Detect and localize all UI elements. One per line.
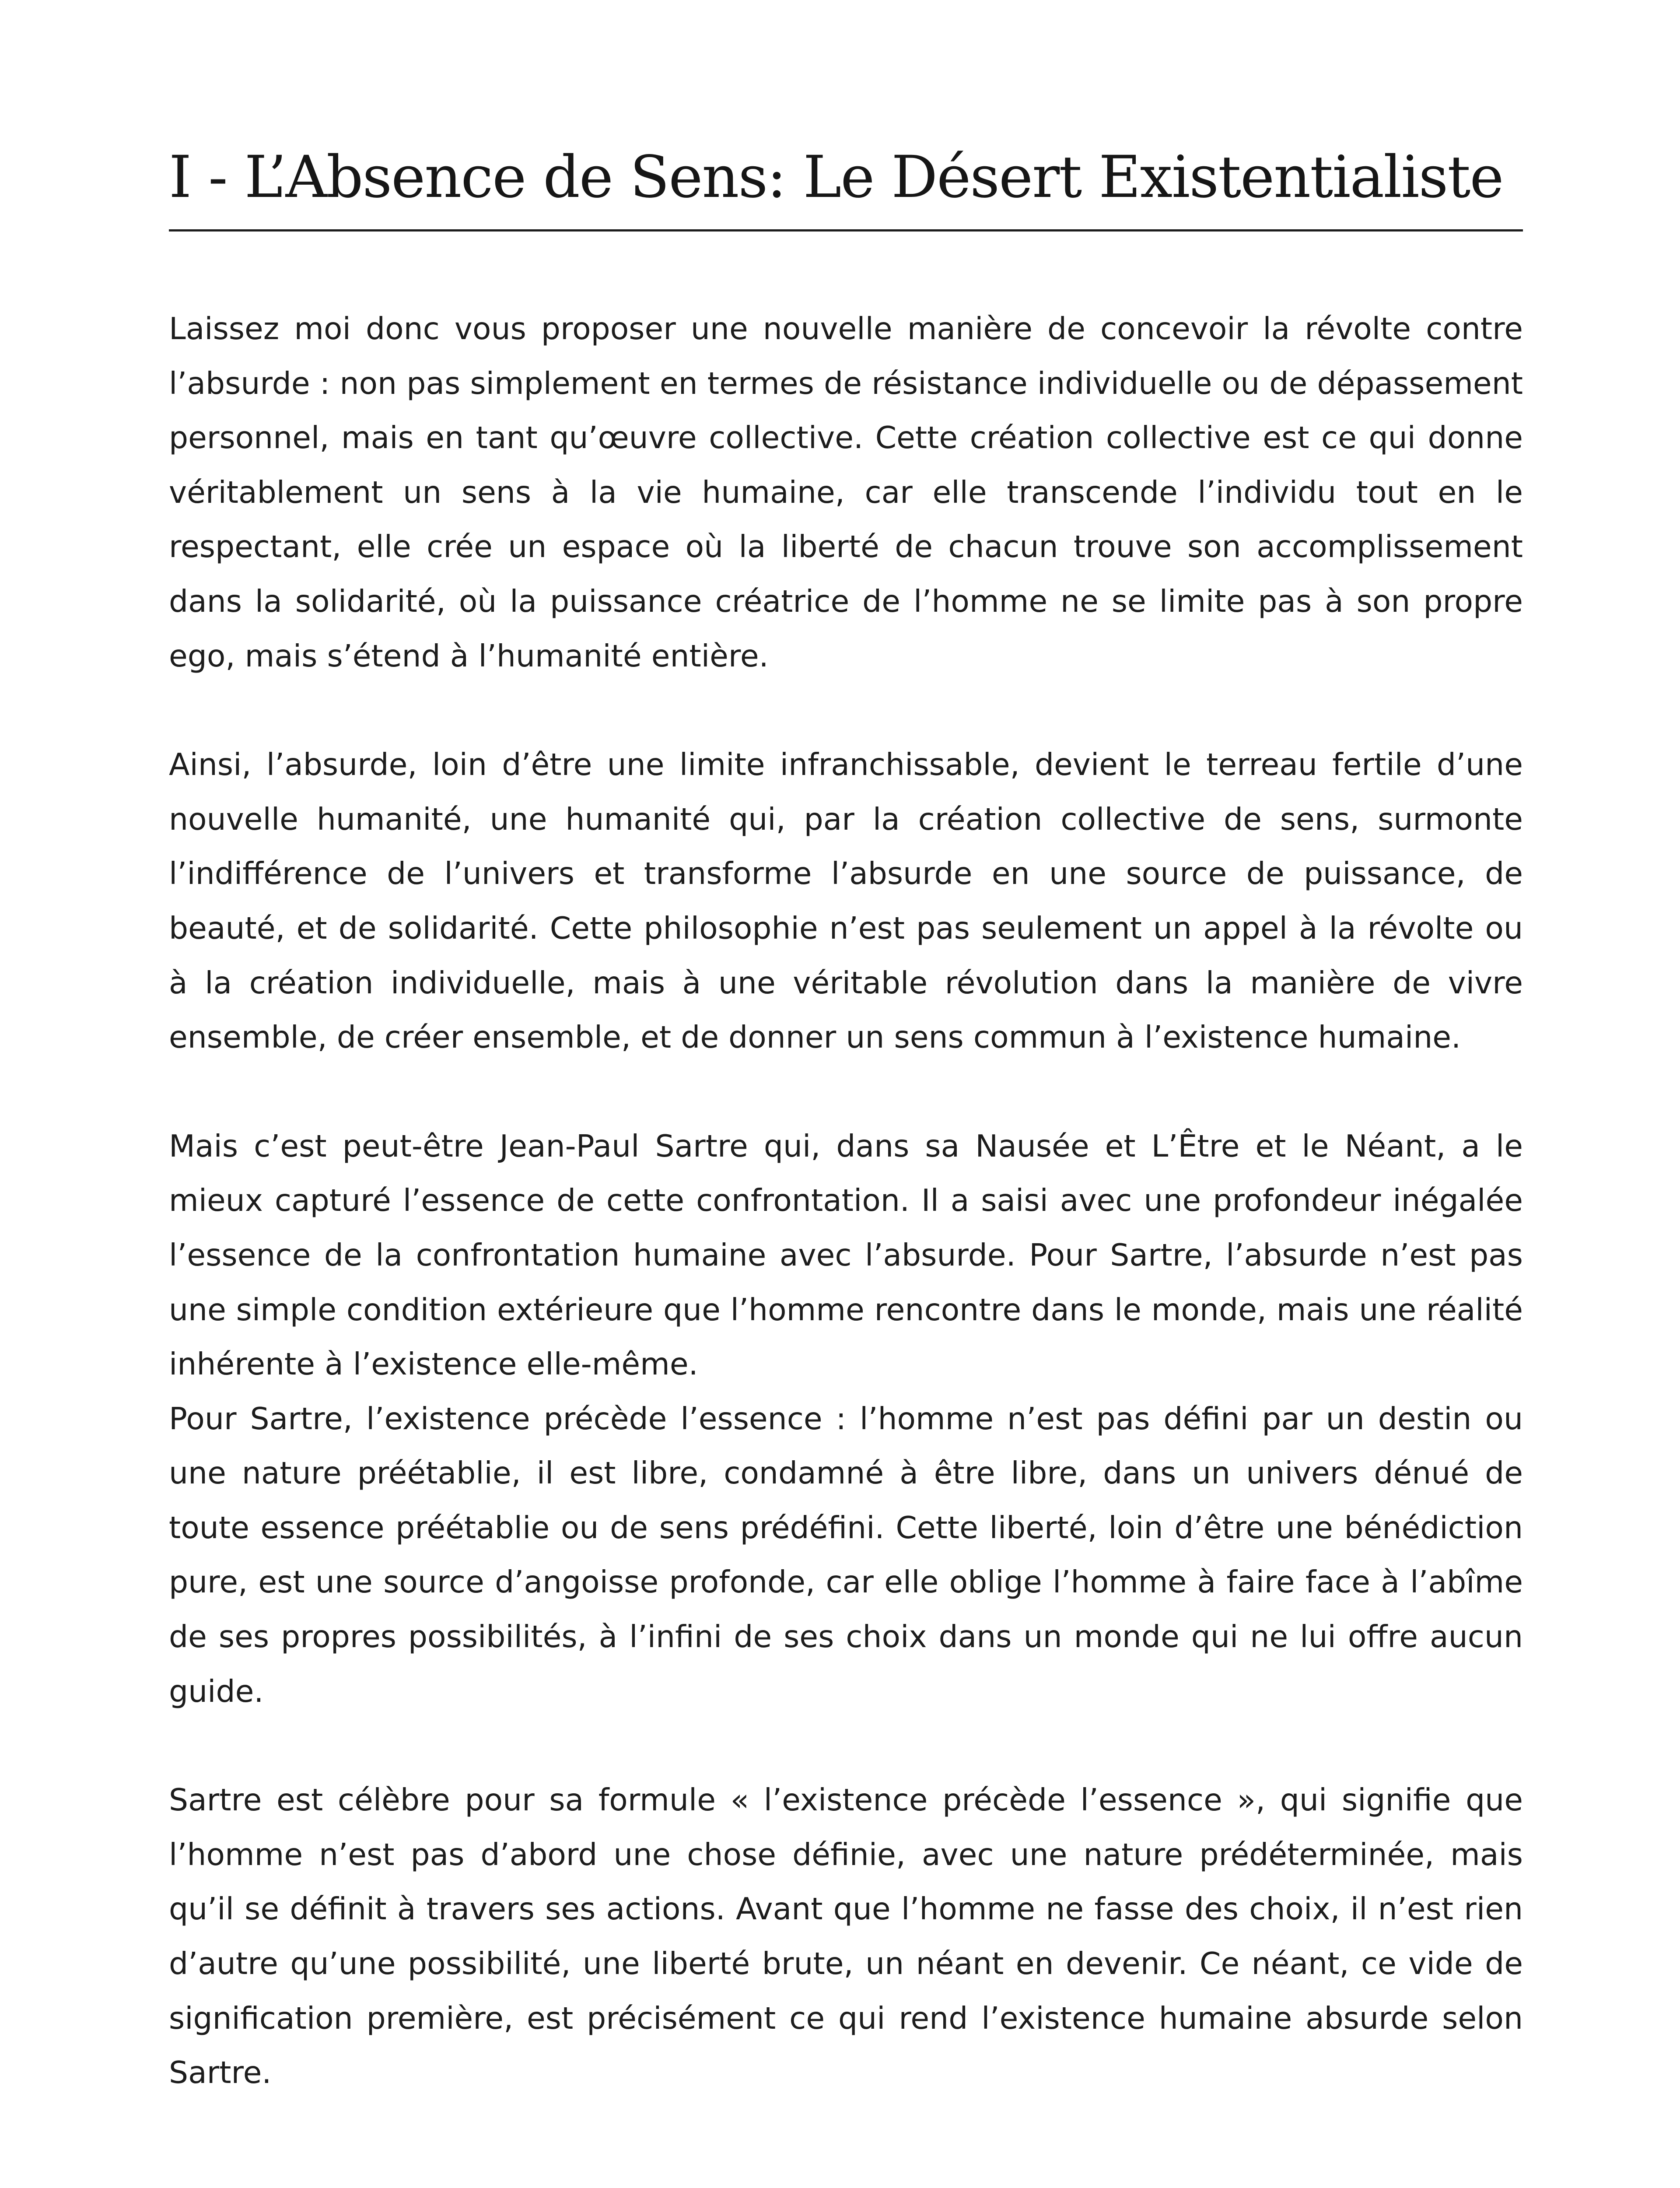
chapter-title: I - L’Absence de Sens: Le Désert Existentialiste [169,144,1503,211]
body-text [169,302,1523,2188]
title-underline-divider [169,229,1523,231]
paragraph: Ainsi, l’absurde, loin d’être une limite infranchissable, devient le terreau fertile d’une nouvelle humanité, une humanité qui, par la création collective de sens, surmonte l’indifférence de l’univers et transforme l’absurde en une source de puissance, de beauté, et de solidarité. Cette philosophie n’est pas seulement un appel à la révolte ou à la création individuelle, mais à une véritable révolution dans la manière de vivre ensemble, de créer ensemble, et de donner un sens commun à l’existence humaine. [169,747,1523,1055]
paragraph: Mais c’est peut-être Jean-Paul Sartre qui, dans sa Nausée et L’Être et le Néant, a le mieux capturé l’essence de cette confrontation. Il a saisi avec une profondeur inégalée l’essence de la confrontation humaine avec l’absurde. Pour Sartre, l’absurde n’est pas une simple condition extérieure que l’homme rencontre dans le monde, mais une réalité inhérente à l’existence elle-même. [169,1128,1523,1382]
paragraph: Pour Sartre, l’existence précède l’essence : l’homme n’est pas défini par un destin ou une nature préétablie, il est libre, condamné à être libre, dans un univers dénué de toute essence préétablie ou de sens prédéfini. Cette liberté, loin d’être une bénédiction pure, est une source d’angoisse profonde, car elle oblige l’homme à faire face à l’abîme de ses propres possibilités, à l’infini de ses choix dans un monde qui ne lui offre aucun guide. [169,1401,1523,1709]
paragraph: Sartre est célèbre pour sa formule « l’existence précède l’essence », qui signifie que l’homme n’est pas d’abord une chose définie, avec une nature prédéterminée, mais qu’il se définit à travers ses actions. Avant que l’homme ne fasse des choix, il n’est rien d’autre qu’une possibilité, une liberté brute, un néant en devenir. Ce néant, ce vide de signification première, est précisément ce qui rend l’existence humaine absurde selon Sartre. [169,1782,1523,2091]
paragraph: Laissez moi donc vous proposer une nouvelle manière de concevoir la révolte contre l’absurde : non pas simplement en termes de résistance individuelle ou de dépassement personnel, mais en tant qu’œuvre collective. Cette création collective est ce qui donne véritablement un sens à la vie humaine, car elle transcende l’individu tout en le respectant, elle crée un espace où la liberté de chacun trouve son accomplissement dans la solidarité, où la puissance créatrice de l’homme ne se limite pas à son propre ego, mais s’étend à l’humanité entière. [169,311,1523,674]
